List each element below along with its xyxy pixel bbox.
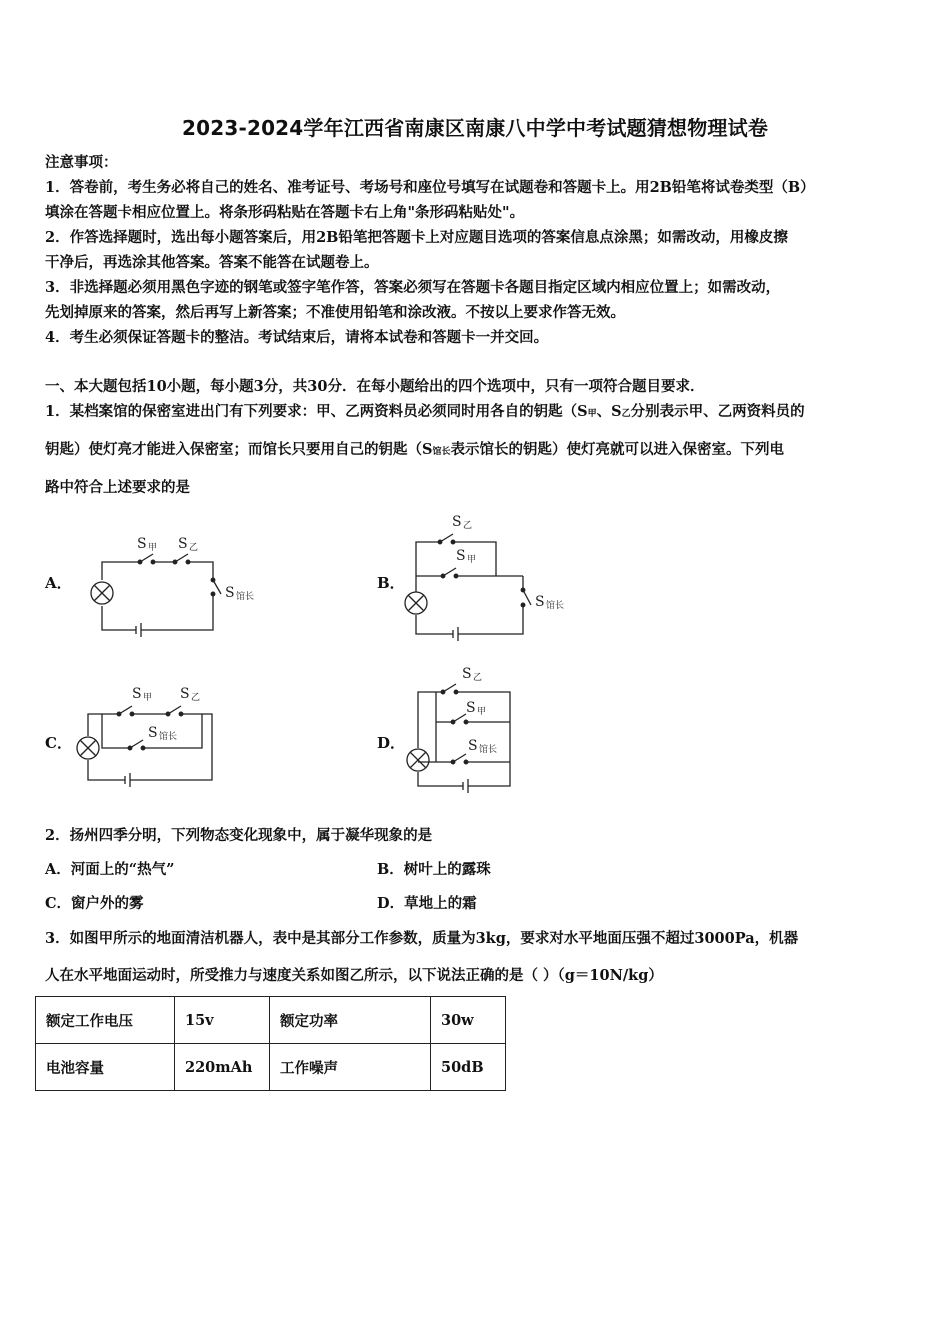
switch-label-s: S bbox=[452, 514, 462, 530]
switch-sub-jia: 甲 bbox=[467, 555, 477, 565]
circuit-diagram-c bbox=[72, 680, 222, 792]
table-row bbox=[36, 997, 506, 1044]
switch-sub-yi: 乙 bbox=[473, 673, 483, 683]
table-cell: 额定功率 bbox=[270, 997, 431, 1044]
table-cell: 50dB bbox=[431, 1044, 506, 1091]
switch-label-s: S bbox=[466, 700, 476, 716]
table-cell: 电池容量 bbox=[36, 1044, 175, 1091]
table-cell: 220mAh bbox=[175, 1044, 270, 1091]
switch-sub-jia: 甲 bbox=[477, 707, 487, 717]
circuit-diagram-d bbox=[398, 662, 538, 797]
switch-label-s: S bbox=[535, 594, 545, 610]
q2-stem: 2．扬州四季分明，下列物态变化现象中，属于凝华现象的是 bbox=[45, 827, 433, 844]
switch-label-s: S bbox=[456, 548, 466, 564]
switch-sub-guanzhang: 馆长 bbox=[546, 601, 565, 611]
switch-label-s: S bbox=[178, 536, 188, 552]
page-title: 2023-2024学年江西省南康区南康八中学中考试题猜想物理试卷 bbox=[181, 116, 769, 140]
table-cell: 30w bbox=[431, 997, 506, 1044]
notice-line: 4．考生必须保证答题卡的整洁。考试结束后，请将本试卷和答题卡一并交回。 bbox=[45, 329, 549, 346]
q3-stem-line2: 人在水平地面运动时，所受推力与速度关系如图乙所示，以下说法正确的是（ ）（g＝10N/kg） bbox=[45, 967, 663, 984]
q2-option-d: D．草地上的霜 bbox=[377, 895, 477, 912]
circuit-diagram-b bbox=[398, 510, 578, 645]
option-a-label: A． bbox=[45, 574, 72, 592]
notice-line: 干净后，再选涂其他答案。答案不能答在试题卷上。 bbox=[45, 254, 379, 271]
q1-stem-line3: 路中符合上述要求的是 bbox=[45, 479, 190, 496]
switch-label-s: S bbox=[180, 686, 190, 702]
switch-label-s: S bbox=[137, 536, 147, 552]
option-c-label: C． bbox=[45, 734, 72, 752]
switch-sub-guanzhang: 馆长 bbox=[236, 592, 255, 602]
table-cell: 15v bbox=[175, 997, 270, 1044]
switch-label-s: S bbox=[148, 725, 158, 741]
robot-parameter-table bbox=[35, 996, 506, 1091]
circuit-diagram-a bbox=[85, 522, 270, 640]
table-row bbox=[36, 1044, 506, 1091]
option-d-label: D． bbox=[377, 734, 406, 752]
q2-option-c: C．窗户外的雾 bbox=[45, 895, 144, 912]
table-cell: 工作噪声 bbox=[270, 1044, 431, 1091]
switch-label-s: S bbox=[462, 666, 472, 682]
section-heading: 一、本大题包括10小题，每小题3分，共30分．在每小题给出的四个选项中，只有一项符合题目要求． bbox=[45, 378, 705, 395]
table-cell: 额定工作电压 bbox=[36, 997, 175, 1044]
switch-sub-jia: 甲 bbox=[148, 543, 158, 553]
q2-option-a: A．河面上的“热气” bbox=[45, 861, 175, 878]
q2-option-b: B．树叶上的露珠 bbox=[377, 861, 491, 878]
switch-sub-guanzhang: 馆长 bbox=[159, 732, 178, 742]
notice-line: 1．答卷前，考生务必将自己的姓名、准考证号、考场号和座位号填写在试题卷和答题卡上。用2B铅笔将试卷类型（B） bbox=[45, 179, 815, 196]
switch-sub-jia: 甲 bbox=[143, 693, 153, 703]
switch-label-s: S bbox=[225, 585, 235, 601]
notice-heading: 注意事项： bbox=[45, 154, 118, 171]
q1-stem-line2: 钥匙）使灯亮才能进入保密室；而馆长只要用自己的钥匙（S馆长表示馆长的钥匙）使灯亮就可以进入保密室。下列电 bbox=[45, 441, 784, 458]
switch-sub-yi: 乙 bbox=[191, 693, 201, 703]
switch-sub-yi: 乙 bbox=[189, 543, 199, 553]
notice-line: 先划掉原来的答案，然后再写上新答案；不准使用铅笔和涂改液。不按以上要求作答无效。 bbox=[45, 304, 625, 321]
notice-line: 3．非选择题必须用黑色字迹的钢笔或签字笔作答，答案必须写在答题卡各题目指定区域内相应位置上；如需改动， bbox=[45, 279, 781, 296]
q1-stem-line1: 1．某档案馆的保密室进出门有下列要求：甲、乙两资料员必须同时用各自的钥匙（S甲、S乙分别表示甲、乙两资料员的 bbox=[45, 403, 805, 420]
switch-sub-guanzhang: 馆长 bbox=[479, 745, 498, 755]
switch-sub-yi: 乙 bbox=[463, 521, 473, 531]
switch-label-s: S bbox=[132, 686, 142, 702]
notice-line: 2．作答选择题时，选出每小题答案后，用2B铅笔把答题卡上对应题目选项的答案信息点涂黑；如需改动，用橡皮擦 bbox=[45, 229, 788, 246]
option-b-label: B． bbox=[377, 574, 405, 592]
q3-stem-line1: 3．如图甲所示的地面清洁机器人，表中是其部分工作参数，质量为3kg，要求对水平地面压强不超过3000Pa，机器 bbox=[45, 930, 799, 947]
switch-label-s: S bbox=[468, 738, 478, 754]
notice-line: 填涂在答题卡相应位置上。将条形码粘贴在答题卡右上角"条形码粘贴处"。 bbox=[45, 204, 525, 221]
